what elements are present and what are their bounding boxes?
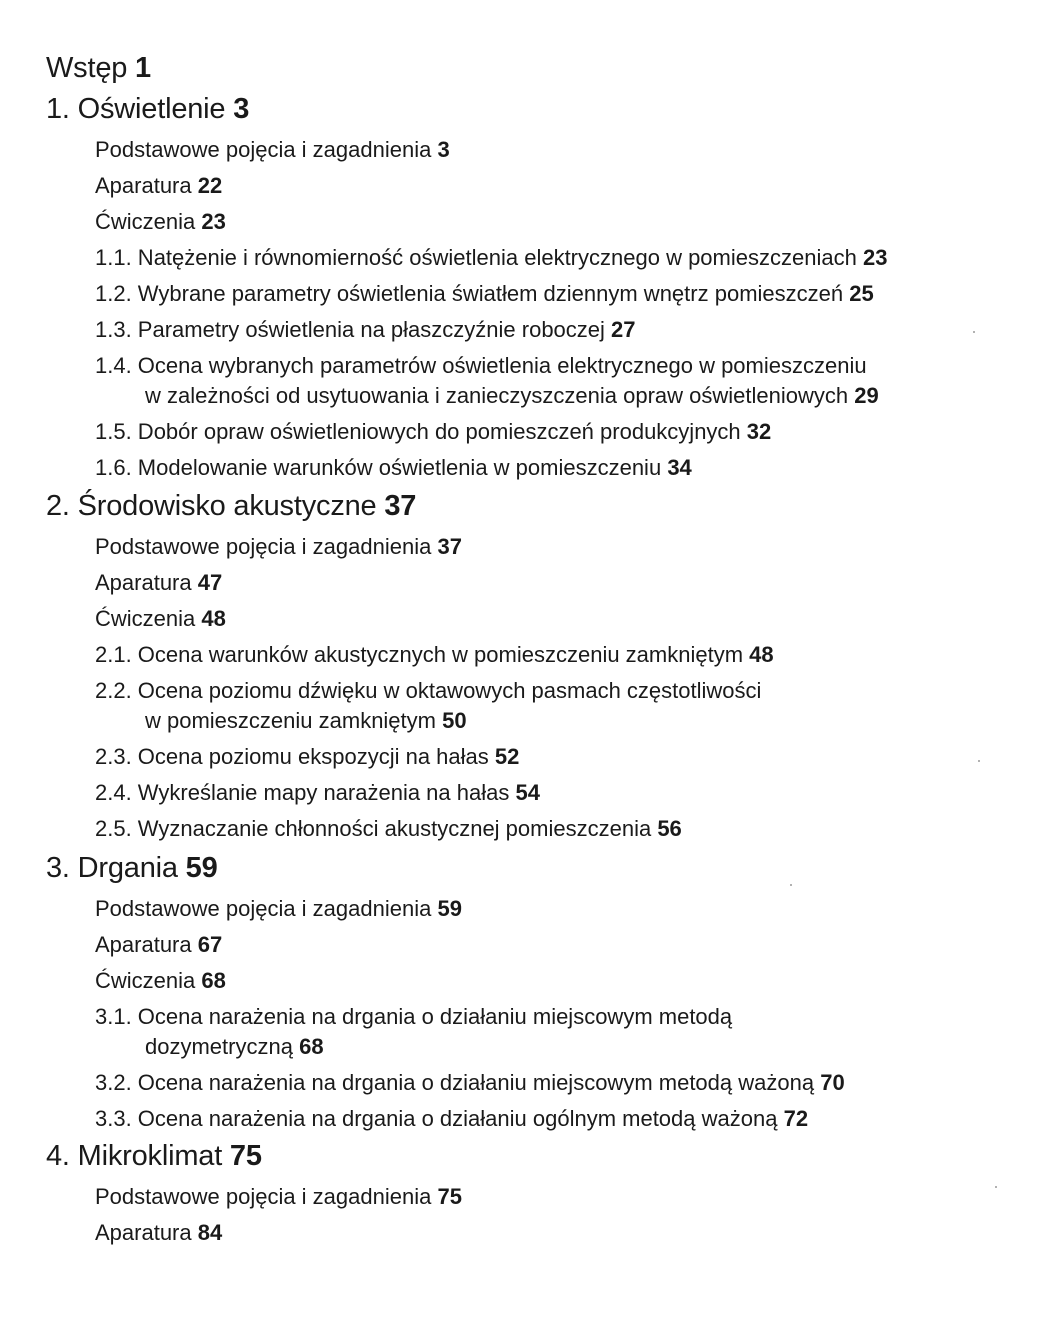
toc-chapter bbox=[46, 1140, 262, 1173]
toc-entry bbox=[95, 606, 226, 632]
toc-page-number: 29 bbox=[854, 383, 879, 408]
toc-label: Ćwiczenia bbox=[95, 209, 196, 234]
toc-page-number: 47 bbox=[197, 570, 223, 595]
toc-entry bbox=[95, 455, 692, 481]
toc-entry bbox=[95, 896, 462, 922]
toc-label: Ćwiczenia bbox=[95, 606, 196, 631]
toc-label: 1.3. Parametry oświetlenia na płaszczyźnie roboczej bbox=[95, 317, 605, 342]
toc-page-number: 32 bbox=[746, 419, 772, 444]
toc-page-number: 72 bbox=[783, 1106, 809, 1131]
toc-label: 3.3. Ocena narażenia na drgania o działaniu ogólnym metodą ważoną bbox=[95, 1106, 778, 1131]
toc-page-number: 1 bbox=[135, 52, 151, 84]
toc-page-number: 52 bbox=[494, 744, 520, 769]
toc-page-number: 68 bbox=[299, 1034, 324, 1059]
toc-page-number: 22 bbox=[197, 173, 223, 198]
toc-page-number: 84 bbox=[197, 1220, 223, 1245]
toc-page-number: 23 bbox=[201, 209, 226, 234]
toc-entry bbox=[95, 1220, 222, 1246]
toc-label: Aparatura bbox=[95, 1220, 192, 1245]
toc-entry bbox=[95, 932, 222, 958]
toc-entry bbox=[95, 1070, 845, 1096]
toc-label: 1.5. Dobór opraw oświetleniowych do pomieszczeń produkcyjnych bbox=[95, 419, 741, 444]
toc-page-number: 37 bbox=[437, 534, 462, 559]
toc-page-number: 67 bbox=[197, 932, 223, 957]
toc-entry bbox=[95, 353, 867, 379]
toc-page-number: 70 bbox=[820, 1070, 845, 1095]
toc-chapter bbox=[46, 852, 218, 885]
toc-entry bbox=[145, 383, 879, 409]
toc-entry bbox=[95, 209, 226, 235]
toc-label: Wstęp bbox=[46, 52, 128, 84]
scan-speck bbox=[790, 884, 792, 886]
scan-speck bbox=[978, 760, 980, 762]
toc-entry bbox=[95, 570, 222, 596]
toc-chapter bbox=[46, 93, 249, 126]
toc-label: Podstawowe pojęcia i zagadnienia bbox=[95, 534, 432, 559]
toc-page-number: 27 bbox=[611, 317, 636, 342]
toc-page-number: 75 bbox=[229, 1140, 262, 1172]
toc-page-number: 54 bbox=[515, 780, 540, 805]
toc-entry bbox=[95, 1004, 732, 1030]
toc-entry bbox=[145, 708, 467, 734]
toc-entry bbox=[95, 419, 771, 445]
toc-entry bbox=[145, 1034, 324, 1060]
toc-chapter bbox=[46, 490, 416, 523]
toc-page-number: 56 bbox=[657, 816, 682, 841]
toc-label: 1.2. Wybrane parametry oświetlenia światłem dziennym wnętrz pomieszczeń bbox=[95, 281, 844, 306]
toc-page-number: 48 bbox=[201, 606, 226, 631]
toc-page-number: 34 bbox=[667, 455, 692, 480]
toc-entry bbox=[95, 245, 887, 271]
toc-label: 2.3. Ocena poziomu ekspozycji na hałas bbox=[95, 744, 489, 769]
toc-entry bbox=[95, 678, 761, 704]
toc-page-number: 48 bbox=[749, 642, 774, 667]
toc-page-number: 25 bbox=[849, 281, 874, 306]
toc-entry bbox=[95, 317, 636, 343]
toc-label: 1.4. Ocena wybranych parametrów oświetlenia elektrycznego w pomieszczeniu bbox=[95, 353, 867, 378]
toc-label: dozymetryczną bbox=[145, 1034, 293, 1059]
toc-label: 2.2. Ocena poziomu dźwięku w oktawowych pasmach częstotliwości bbox=[95, 678, 762, 703]
toc-label: 2. Środowisko akustyczne bbox=[46, 490, 377, 522]
toc-entry bbox=[95, 1106, 808, 1132]
toc-page-number: 59 bbox=[437, 896, 462, 921]
toc-entry bbox=[95, 968, 226, 994]
toc-entry bbox=[95, 642, 774, 668]
toc-label: 2.1. Ocena warunków akustycznych w pomieszczeniu zamkniętym bbox=[95, 642, 744, 667]
toc-page-number: 37 bbox=[384, 490, 417, 522]
toc-label: 3.2. Ocena narażenia na drgania o działaniu miejscowym metodą ważoną bbox=[95, 1070, 815, 1095]
toc-label: w zależności od usytuowania i zanieczyszczenia opraw oświetleniowych bbox=[145, 383, 849, 408]
toc-entry bbox=[95, 744, 519, 770]
toc-page-number: 50 bbox=[442, 708, 467, 733]
toc-label: 2.4. Wykreślanie mapy narażenia na hałas bbox=[95, 780, 510, 805]
toc-entry bbox=[95, 816, 682, 842]
toc-page-number: 59 bbox=[185, 852, 218, 884]
toc-label: 1.1. Natężenie i równomierność oświetlenia elektrycznego w pomieszczeniach bbox=[95, 245, 857, 270]
toc-page-number: 3 bbox=[437, 137, 450, 162]
toc-label: Podstawowe pojęcia i zagadnienia bbox=[95, 1184, 432, 1209]
toc-label: 2.5. Wyznaczanie chłonności akustycznej pomieszczenia bbox=[95, 816, 652, 841]
toc-label: Aparatura bbox=[95, 932, 192, 957]
toc-label: Aparatura bbox=[95, 173, 192, 198]
toc-label: w pomieszczeniu zamkniętym bbox=[145, 708, 436, 733]
scan-speck bbox=[973, 331, 975, 333]
toc-entry bbox=[95, 534, 462, 560]
toc-label: 4. Mikroklimat bbox=[46, 1140, 223, 1172]
toc-label: 3. Drgania bbox=[46, 852, 178, 884]
toc-label: 1.6. Modelowanie warunków oświetlenia w pomieszczeniu bbox=[95, 455, 662, 480]
toc-entry bbox=[95, 173, 222, 199]
toc-label: 3.1. Ocena narażenia na drgania o działaniu miejscowym metodą bbox=[95, 1004, 733, 1029]
toc-page-number: 23 bbox=[862, 245, 888, 270]
toc-label: 1. Oświetlenie bbox=[46, 93, 226, 125]
toc-entry bbox=[95, 281, 874, 307]
toc-entry bbox=[95, 137, 450, 163]
toc-label: Aparatura bbox=[95, 570, 192, 595]
toc-page-number: 3 bbox=[233, 93, 250, 125]
toc-entry bbox=[95, 1184, 462, 1210]
toc-entry bbox=[95, 780, 540, 806]
toc-chapter bbox=[46, 52, 151, 85]
toc-label: Podstawowe pojęcia i zagadnienia bbox=[95, 137, 432, 162]
toc-label: Ćwiczenia bbox=[95, 968, 196, 993]
toc-page-number: 68 bbox=[201, 968, 226, 993]
scan-speck bbox=[995, 1186, 997, 1188]
toc-label: Podstawowe pojęcia i zagadnienia bbox=[95, 896, 432, 921]
toc-page-number: 75 bbox=[437, 1184, 462, 1209]
